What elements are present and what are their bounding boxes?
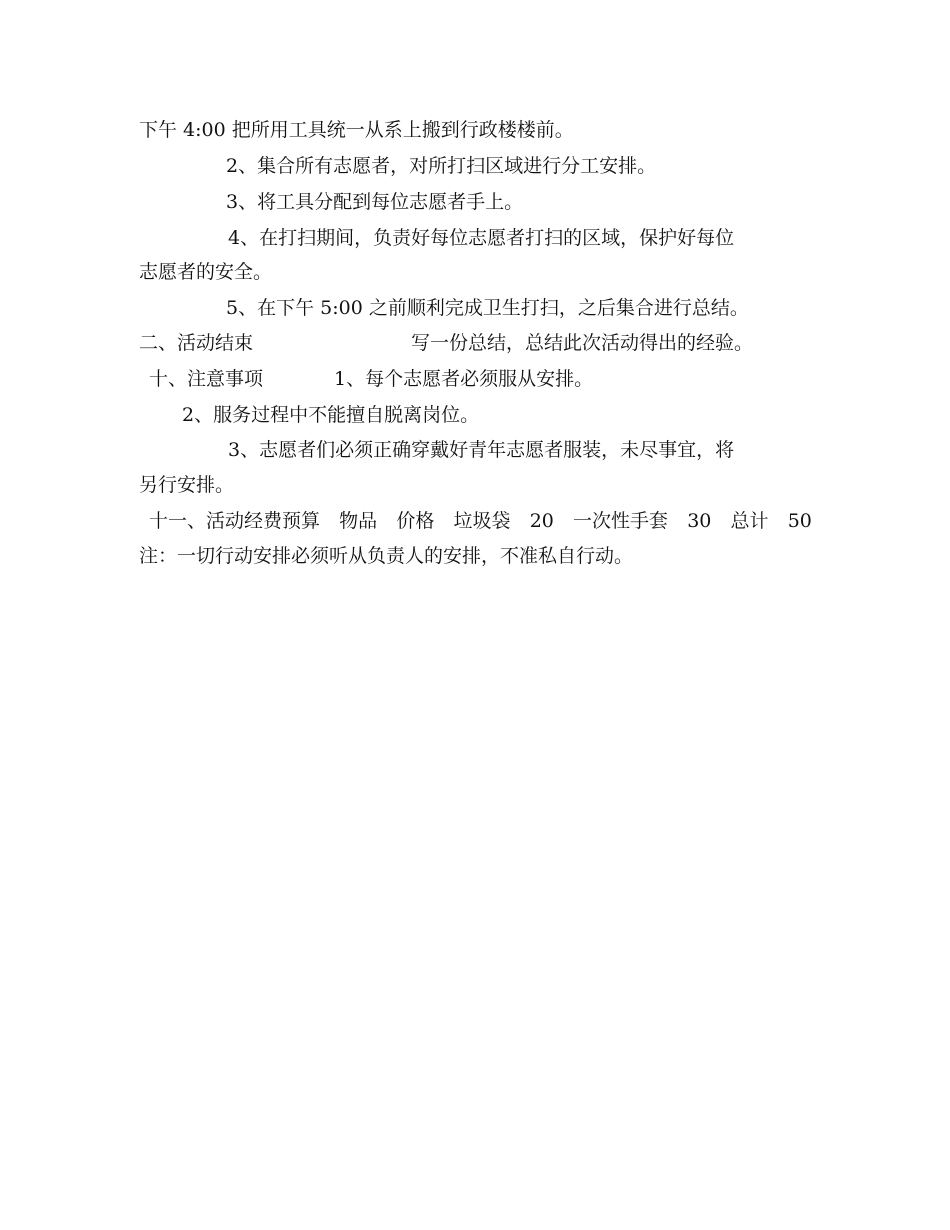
text-line: 1、每个志愿者必须服从安排。 <box>334 368 594 390</box>
text-line: 2、服务过程中不能擅自脱离岗位。 <box>182 404 480 426</box>
budget-cell: 20 <box>529 510 554 532</box>
budget-cell: 价格 <box>396 510 435 532</box>
budget-cell: 垃圾袋 <box>453 510 511 532</box>
budget-cell: 物品 <box>339 510 378 532</box>
budget-cell: 一次性手套 <box>573 510 669 532</box>
text-line: 3、志愿者们必须正确穿戴好青年志愿者服装，未尽事宜，将 <box>228 439 735 461</box>
text-line: 写一份总结，总结此次活动得出的经验。 <box>411 332 754 354</box>
budget-row <box>149 509 812 533</box>
section-heading: 十、注意事项 <box>149 368 264 390</box>
budget-cell: 总计 <box>730 510 769 532</box>
section-heading: 二、活动结束 <box>139 332 254 354</box>
text-line: 2、集合所有志愿者，对所打扫区域进行分工安排。 <box>226 155 657 177</box>
budget-heading: 十一、活动经费预算 <box>149 510 321 532</box>
text-line: 另行安排。 <box>139 474 235 496</box>
note-line: 注：一切行动安排必须听从负责人的安排，不准私自行动。 <box>139 545 634 567</box>
text-line: 4、在打扫期间，负责好每位志愿者打扫的区域，保护好每位 <box>228 227 735 249</box>
text-line: 志愿者的安全。 <box>139 261 273 283</box>
budget-cell: 30 <box>687 510 712 532</box>
budget-cell: 50 <box>787 510 812 532</box>
text-line: 5、在下午 5:00 之前顺利完成卫生打扫，之后集合进行总结。 <box>226 297 749 319</box>
text-line: 3、将工具分配到每位志愿者手上。 <box>226 191 524 213</box>
text-line: 下午 4:00 把所用工具统一从系上搬到行政楼楼前。 <box>139 119 574 141</box>
